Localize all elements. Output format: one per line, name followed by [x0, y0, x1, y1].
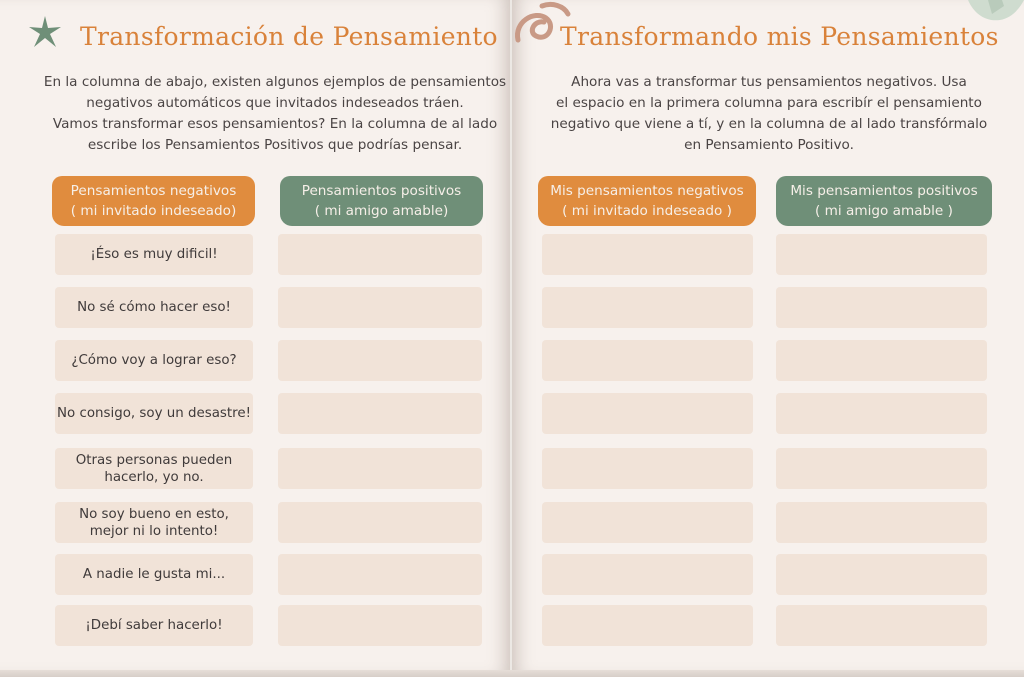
positive-thought-field[interactable] [278, 448, 482, 489]
my-negative-thoughts-header [538, 176, 756, 226]
example-negative-thought: ¿Cómo voy a lograr eso? [55, 340, 253, 381]
my-positive-thoughts-header [776, 176, 992, 226]
positive-thoughts-header [280, 176, 483, 226]
positive-thought-field[interactable] [278, 340, 482, 381]
positive-thought-field[interactable] [278, 287, 482, 328]
positive-thought-field[interactable] [776, 340, 987, 381]
header-sublabel: ( mi amigo amable ) [815, 203, 953, 219]
example-negative-thought: ¡Debí saber hacerlo! [55, 605, 253, 646]
example-negative-thought: ¡Éso es muy dificil! [55, 234, 253, 275]
positive-thought-field[interactable] [776, 234, 987, 275]
intro-text: En la columna de abajo, existen algunos ejemplos de pensamientos negativos automáticos que invitados indeseados tráen. Vamos transformar esos pensamientos? En la columna de al lado escribe los Pensamientos Positivos que podrías pensar. [43, 74, 507, 153]
right-page [512, 0, 1024, 672]
example-negative-thought: No consigo, soy un desastre! [55, 393, 253, 434]
page-title: Transformación de Pensamiento [80, 22, 498, 51]
positive-thought-field[interactable] [776, 287, 987, 328]
header-label: Pensamientos positivos [301, 183, 462, 199]
positive-thought-field[interactable] [776, 605, 987, 646]
positive-thought-field[interactable] [776, 554, 987, 595]
page-edges [0, 670, 1024, 677]
positive-thought-field[interactable] [776, 502, 987, 543]
positive-thought-field[interactable] [776, 448, 987, 489]
header-label: Mis pensamientos negativos [550, 183, 744, 199]
negative-thought-field[interactable] [542, 234, 753, 275]
example-negative-thought: Otras personas pueden hacerlo, yo no. [55, 448, 253, 489]
negative-thought-field[interactable] [542, 393, 753, 434]
example-negative-thought: No soy bueno en esto, mejor ni lo intento! [55, 502, 253, 543]
page-title: Transformando mis Pensamientos [560, 22, 999, 51]
left-page [0, 0, 510, 672]
negative-thought-field[interactable] [542, 502, 753, 543]
example-negative-thought: A nadie le gusta mi... [55, 554, 253, 595]
negative-thought-field[interactable] [542, 554, 753, 595]
example-negative-thought: No sé cómo hacer eso! [55, 287, 253, 328]
negative-thoughts-header [52, 176, 255, 226]
header-label: Pensamientos negativos [70, 183, 237, 199]
header-label: Mis pensamientos positivos [790, 183, 978, 199]
positive-thought-field[interactable] [278, 234, 482, 275]
star-decoration-icon [26, 14, 64, 50]
negative-thought-field[interactable] [542, 605, 753, 646]
negative-thought-field[interactable] [542, 287, 753, 328]
intro-text: Ahora vas a transformar tus pensamientos negativos. Usa el espacio en la primera columna para escribír el pensamiento negativo que viene a tí, y en la columna de al lado transfórmalo en Pensamiento Positivo. [550, 74, 988, 153]
header-sublabel: ( mi amigo amable) [314, 203, 449, 219]
header-sublabel: ( mi invitado indeseado ) [562, 203, 732, 219]
positive-thought-field[interactable] [278, 502, 482, 543]
positive-thought-field[interactable] [278, 605, 482, 646]
header-sublabel: ( mi invitado indeseado) [70, 203, 237, 219]
negative-thought-field[interactable] [542, 340, 753, 381]
positive-thought-field[interactable] [278, 393, 482, 434]
negative-thought-field[interactable] [542, 448, 753, 489]
positive-thought-field[interactable] [278, 554, 482, 595]
positive-thought-field[interactable] [776, 393, 987, 434]
